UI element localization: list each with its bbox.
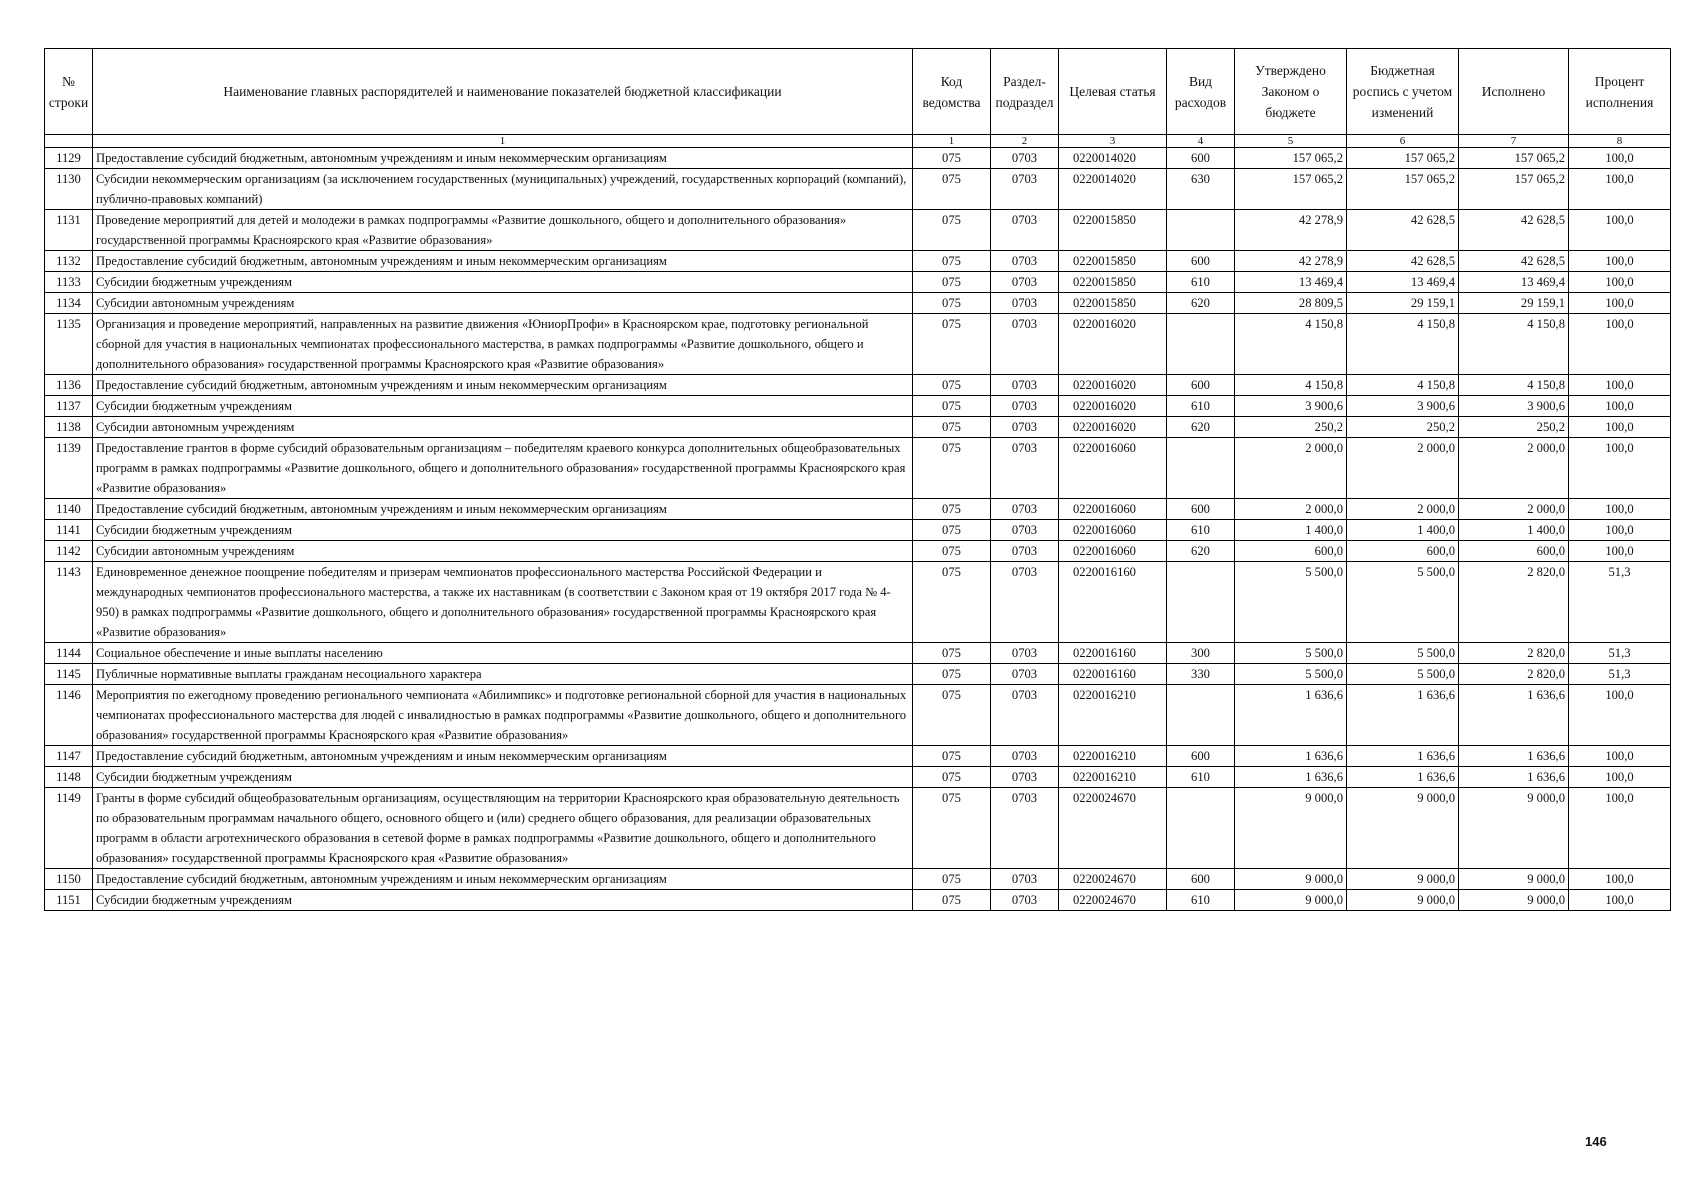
column-number: 3 [1059, 135, 1167, 148]
budget-list-amount-cell: 600,0 [1347, 541, 1459, 562]
target-article-cell: 0220016020 [1059, 375, 1167, 396]
row-number-cell: 1134 [45, 293, 93, 314]
table-row [45, 314, 1671, 375]
table-row [45, 541, 1671, 562]
column-number: 1 [93, 135, 913, 148]
row-number-cell: 1133 [45, 272, 93, 293]
budget-list-amount-cell: 5 500,0 [1347, 664, 1459, 685]
row-number-cell: 1140 [45, 499, 93, 520]
table-row [45, 169, 1671, 210]
row-name-cell: Мероприятия по ежегодному проведению регионального чемпионата «Абилимпикс» и подготовке региональной сборной для участия в национальных чемпионатах профессионального мастерства для людей с инвалидностью в рамках подпрограммы «Развитие дошкольного, общего и дополнительного образования» государственной программы Красноярского края «Развитие образования» [93, 685, 913, 746]
executed-amount-cell: 42 628,5 [1459, 210, 1569, 251]
dept-code-cell: 075 [913, 148, 991, 169]
target-article-cell: 0220016060 [1059, 499, 1167, 520]
budget-list-amount-cell: 9 000,0 [1347, 890, 1459, 911]
percent-cell: 51,3 [1569, 562, 1671, 643]
header-name: Наименование главных распорядителей и наименование показателей бюджетной классификации [93, 49, 913, 135]
row-name-cell: Субсидии автономным учреждениям [93, 541, 913, 562]
target-article-cell: 0220016210 [1059, 746, 1167, 767]
budget-list-amount-cell: 2 000,0 [1347, 499, 1459, 520]
table-row [45, 148, 1671, 169]
row-name-cell: Субсидии некоммерческим организациям (за исключением государственных (муниципальных) учреждений, государственных корпораций (компаний), публично-правовых компаний) [93, 169, 913, 210]
table-row [45, 869, 1671, 890]
executed-amount-cell: 9 000,0 [1459, 890, 1569, 911]
percent-cell: 100,0 [1569, 272, 1671, 293]
column-numbers-row [45, 135, 1671, 148]
target-article-cell: 0220016060 [1059, 520, 1167, 541]
expense-type-cell: 610 [1167, 767, 1235, 788]
budget-list-amount-cell: 4 150,8 [1347, 375, 1459, 396]
approved-amount-cell: 9 000,0 [1235, 788, 1347, 869]
dept-code-cell: 075 [913, 272, 991, 293]
approved-amount-cell: 250,2 [1235, 417, 1347, 438]
budget-list-amount-cell: 1 636,6 [1347, 767, 1459, 788]
table-row [45, 396, 1671, 417]
percent-cell: 100,0 [1569, 890, 1671, 911]
budget-list-amount-cell: 9 000,0 [1347, 788, 1459, 869]
dept-code-cell: 075 [913, 293, 991, 314]
expense-type-cell: 600 [1167, 375, 1235, 396]
table-row [45, 664, 1671, 685]
row-name-cell: Публичные нормативные выплаты гражданам несоциального характера [93, 664, 913, 685]
budget-list-amount-cell: 29 159,1 [1347, 293, 1459, 314]
approved-amount-cell: 1 636,6 [1235, 767, 1347, 788]
budget-list-amount-cell: 5 500,0 [1347, 643, 1459, 664]
percent-cell: 51,3 [1569, 643, 1671, 664]
percent-cell: 100,0 [1569, 499, 1671, 520]
budget-list-amount-cell: 2 000,0 [1347, 438, 1459, 499]
row-number-cell: 1151 [45, 890, 93, 911]
target-article-cell: 0220016060 [1059, 438, 1167, 499]
row-name-cell: Предоставление субсидий бюджетным, автономным учреждениям и иным некоммерческим организациям [93, 746, 913, 767]
section-cell: 0703 [991, 396, 1059, 417]
expense-type-cell: 600 [1167, 251, 1235, 272]
row-number-cell: 1143 [45, 562, 93, 643]
executed-amount-cell: 2 000,0 [1459, 438, 1569, 499]
row-number-cell: 1132 [45, 251, 93, 272]
row-number-cell: 1146 [45, 685, 93, 746]
expense-type-cell: 600 [1167, 869, 1235, 890]
executed-amount-cell: 9 000,0 [1459, 869, 1569, 890]
row-name-cell: Предоставление субсидий бюджетным, автономным учреждениям и иным некоммерческим организациям [93, 499, 913, 520]
expense-type-cell [1167, 438, 1235, 499]
executed-amount-cell: 1 636,6 [1459, 767, 1569, 788]
table-row [45, 767, 1671, 788]
dept-code-cell: 075 [913, 314, 991, 375]
row-name-cell: Предоставление субсидий бюджетным, автономным учреждениям и иным некоммерческим организациям [93, 375, 913, 396]
approved-amount-cell: 9 000,0 [1235, 869, 1347, 890]
section-cell: 0703 [991, 869, 1059, 890]
approved-amount-cell: 600,0 [1235, 541, 1347, 562]
percent-cell: 100,0 [1569, 685, 1671, 746]
approved-amount-cell: 1 636,6 [1235, 685, 1347, 746]
table-row [45, 417, 1671, 438]
dept-code-cell: 075 [913, 869, 991, 890]
executed-amount-cell: 13 469,4 [1459, 272, 1569, 293]
section-cell: 0703 [991, 520, 1059, 541]
expense-type-cell: 620 [1167, 541, 1235, 562]
expense-type-cell: 610 [1167, 396, 1235, 417]
dept-code-cell: 075 [913, 643, 991, 664]
table-body [45, 148, 1671, 911]
section-cell: 0703 [991, 293, 1059, 314]
expense-type-cell: 300 [1167, 643, 1235, 664]
target-article-cell: 0220015850 [1059, 210, 1167, 251]
target-article-cell: 0220016210 [1059, 685, 1167, 746]
expense-type-cell [1167, 210, 1235, 251]
dept-code-cell: 075 [913, 541, 991, 562]
target-article-cell: 0220024670 [1059, 788, 1167, 869]
approved-amount-cell: 42 278,9 [1235, 210, 1347, 251]
executed-amount-cell: 600,0 [1459, 541, 1569, 562]
executed-amount-cell: 157 065,2 [1459, 169, 1569, 210]
row-name-cell: Предоставление субсидий бюджетным, автономным учреждениям и иным некоммерческим организациям [93, 869, 913, 890]
header-percent: Процент исполнения [1569, 49, 1671, 135]
dept-code-cell: 075 [913, 499, 991, 520]
header-budget-list: Бюджетная роспись с учетом изменений [1347, 49, 1459, 135]
expense-type-cell: 330 [1167, 664, 1235, 685]
approved-amount-cell: 157 065,2 [1235, 169, 1347, 210]
table-row [45, 788, 1671, 869]
budget-list-amount-cell: 3 900,6 [1347, 396, 1459, 417]
target-article-cell: 0220024670 [1059, 869, 1167, 890]
dept-code-cell: 075 [913, 788, 991, 869]
target-article-cell: 0220014020 [1059, 148, 1167, 169]
target-article-cell: 0220016210 [1059, 767, 1167, 788]
target-article-cell: 0220016160 [1059, 562, 1167, 643]
row-name-cell: Субсидии бюджетным учреждениям [93, 890, 913, 911]
row-number-cell: 1136 [45, 375, 93, 396]
row-number-cell: 1138 [45, 417, 93, 438]
section-cell: 0703 [991, 169, 1059, 210]
row-number-cell: 1135 [45, 314, 93, 375]
row-name-cell: Предоставление грантов в форме субсидий образовательным организациям – победителям краевого конкурса дополнительных общеобразовательных программ в рамках подпрограммы «Развитие дошкольного, общего и дополнительного образования» государственной программы Красноярского края «Развитие образования» [93, 438, 913, 499]
expense-type-cell: 620 [1167, 293, 1235, 314]
header-row [45, 49, 1671, 135]
dept-code-cell: 075 [913, 890, 991, 911]
expense-type-cell: 600 [1167, 499, 1235, 520]
section-cell: 0703 [991, 438, 1059, 499]
percent-cell: 100,0 [1569, 520, 1671, 541]
table-row [45, 685, 1671, 746]
dept-code-cell: 075 [913, 562, 991, 643]
dept-code-cell: 075 [913, 396, 991, 417]
dept-code-cell: 075 [913, 685, 991, 746]
approved-amount-cell: 4 150,8 [1235, 314, 1347, 375]
executed-amount-cell: 2 820,0 [1459, 664, 1569, 685]
approved-amount-cell: 5 500,0 [1235, 562, 1347, 643]
row-number-cell: 1130 [45, 169, 93, 210]
row-number-cell: 1149 [45, 788, 93, 869]
row-name-cell: Субсидии бюджетным учреждениям [93, 272, 913, 293]
section-cell: 0703 [991, 643, 1059, 664]
approved-amount-cell: 5 500,0 [1235, 643, 1347, 664]
approved-amount-cell: 2 000,0 [1235, 499, 1347, 520]
dept-code-cell: 075 [913, 375, 991, 396]
approved-amount-cell: 5 500,0 [1235, 664, 1347, 685]
expense-type-cell [1167, 788, 1235, 869]
expense-type-cell: 620 [1167, 417, 1235, 438]
dept-code-cell: 075 [913, 417, 991, 438]
budget-list-amount-cell: 42 628,5 [1347, 251, 1459, 272]
budget-table-sheet [44, 48, 1670, 911]
budget-list-amount-cell: 1 400,0 [1347, 520, 1459, 541]
target-article-cell: 0220016160 [1059, 664, 1167, 685]
percent-cell: 100,0 [1569, 375, 1671, 396]
section-cell: 0703 [991, 272, 1059, 293]
row-number-cell: 1147 [45, 746, 93, 767]
table-row [45, 520, 1671, 541]
row-number-cell: 1131 [45, 210, 93, 251]
budget-list-amount-cell: 250,2 [1347, 417, 1459, 438]
percent-cell: 100,0 [1569, 210, 1671, 251]
expense-type-cell [1167, 685, 1235, 746]
executed-amount-cell: 4 150,8 [1459, 375, 1569, 396]
approved-amount-cell: 42 278,9 [1235, 251, 1347, 272]
row-number-cell: 1139 [45, 438, 93, 499]
header-executed: Исполнено [1459, 49, 1569, 135]
section-cell: 0703 [991, 746, 1059, 767]
table-row [45, 746, 1671, 767]
executed-amount-cell: 29 159,1 [1459, 293, 1569, 314]
section-cell: 0703 [991, 210, 1059, 251]
percent-cell: 100,0 [1569, 169, 1671, 210]
executed-amount-cell: 157 065,2 [1459, 148, 1569, 169]
dept-code-cell: 075 [913, 251, 991, 272]
column-number: 5 [1235, 135, 1347, 148]
dept-code-cell: 075 [913, 664, 991, 685]
target-article-cell: 0220015850 [1059, 251, 1167, 272]
row-name-cell: Субсидии автономным учреждениям [93, 417, 913, 438]
table-row [45, 210, 1671, 251]
budget-list-amount-cell: 157 065,2 [1347, 169, 1459, 210]
target-article-cell: 0220016020 [1059, 396, 1167, 417]
row-number-cell: 1142 [45, 541, 93, 562]
column-number: 8 [1569, 135, 1671, 148]
budget-execution-table [44, 48, 1671, 911]
row-number-cell: 1137 [45, 396, 93, 417]
executed-amount-cell: 9 000,0 [1459, 788, 1569, 869]
percent-cell: 100,0 [1569, 541, 1671, 562]
expense-type-cell: 610 [1167, 890, 1235, 911]
table-row [45, 251, 1671, 272]
column-number: 6 [1347, 135, 1459, 148]
executed-amount-cell: 4 150,8 [1459, 314, 1569, 375]
budget-list-amount-cell: 157 065,2 [1347, 148, 1459, 169]
table-row [45, 293, 1671, 314]
budget-list-amount-cell: 13 469,4 [1347, 272, 1459, 293]
budget-list-amount-cell: 1 636,6 [1347, 685, 1459, 746]
header-approved: Утверждено Законом о бюджете [1235, 49, 1347, 135]
table-header [45, 49, 1671, 148]
row-name-cell: Организация и проведение мероприятий, направленных на развитие движения «ЮниорПрофи» в Красноярском крае, подготовку региональной сборной для участия в национальных чемпионатах профессионального мастерства, в рамках подпрограммы «Развитие дошкольного, общего и дополнительного образования» государственной программы Красноярского края «Развитие образования» [93, 314, 913, 375]
percent-cell: 100,0 [1569, 788, 1671, 869]
expense-type-cell: 600 [1167, 746, 1235, 767]
target-article-cell: 0220015850 [1059, 293, 1167, 314]
expense-type-cell: 610 [1167, 272, 1235, 293]
section-cell: 0703 [991, 417, 1059, 438]
row-name-cell: Единовременное денежное поощрение победителям и призерам чемпионатов профессионального мастерства Российской Федерации и международных чемпионатов профессионального мастерства, а также их наставникам (в соответствии с Законом края от 19 октября 2017 года № 4-950) в рамках подпрограммы «Развитие дошкольного, общего и дополнительного образования» государственной программы Красноярского края «Развитие образования» [93, 562, 913, 643]
row-name-cell: Предоставление субсидий бюджетным, автономным учреждениям и иным некоммерческим организациям [93, 251, 913, 272]
dept-code-cell: 075 [913, 520, 991, 541]
percent-cell: 100,0 [1569, 293, 1671, 314]
row-name-cell: Предоставление субсидий бюджетным, автономным учреждениям и иным некоммерческим организациям [93, 148, 913, 169]
section-cell: 0703 [991, 499, 1059, 520]
section-cell: 0703 [991, 685, 1059, 746]
budget-list-amount-cell: 42 628,5 [1347, 210, 1459, 251]
column-number: 2 [991, 135, 1059, 148]
section-cell: 0703 [991, 541, 1059, 562]
section-cell: 0703 [991, 148, 1059, 169]
header-section: Раздел-подраздел [991, 49, 1059, 135]
executed-amount-cell: 2 000,0 [1459, 499, 1569, 520]
budget-list-amount-cell: 1 636,6 [1347, 746, 1459, 767]
section-cell: 0703 [991, 314, 1059, 375]
row-name-cell: Гранты в форме субсидий общеобразовательным организациям, осуществляющим на территории Красноярского края образовательную деятельность по образовательным программам начального общего, основного общего и (или) среднего общего образования, для реализации образовательных программ в области агротехнического образования в сетевой форме в рамках подпрограммы «Развитие дошкольного, общего и дополнительного образования» государственной программы Красноярского края «Развитие образования» [93, 788, 913, 869]
table-row [45, 272, 1671, 293]
target-article-cell: 0220014020 [1059, 169, 1167, 210]
section-cell: 0703 [991, 251, 1059, 272]
target-article-cell: 0220016060 [1059, 541, 1167, 562]
expense-type-cell [1167, 314, 1235, 375]
column-number: 1 [913, 135, 991, 148]
executed-amount-cell: 1 636,6 [1459, 685, 1569, 746]
row-number-cell: 1145 [45, 664, 93, 685]
row-number-cell: 1148 [45, 767, 93, 788]
percent-cell: 100,0 [1569, 314, 1671, 375]
approved-amount-cell: 13 469,4 [1235, 272, 1347, 293]
percent-cell: 100,0 [1569, 438, 1671, 499]
row-number-cell: 1150 [45, 869, 93, 890]
row-name-cell: Социальное обеспечение и иные выплаты населению [93, 643, 913, 664]
target-article-cell: 0220024670 [1059, 890, 1167, 911]
target-article-cell: 0220016020 [1059, 417, 1167, 438]
executed-amount-cell: 2 820,0 [1459, 643, 1569, 664]
page-number: 146 [1585, 1134, 1607, 1149]
row-name-cell: Проведение мероприятий для детей и молодежи в рамках подпрограммы «Развитие дошкольного, общего и дополнительного образования» государственной программы Красноярского края «Развитие образования» [93, 210, 913, 251]
executed-amount-cell: 42 628,5 [1459, 251, 1569, 272]
approved-amount-cell: 28 809,5 [1235, 293, 1347, 314]
target-article-cell: 0220016160 [1059, 643, 1167, 664]
target-article-cell: 0220016020 [1059, 314, 1167, 375]
row-name-cell: Субсидии бюджетным учреждениям [93, 520, 913, 541]
section-cell: 0703 [991, 375, 1059, 396]
budget-list-amount-cell: 9 000,0 [1347, 869, 1459, 890]
row-number-cell: 1144 [45, 643, 93, 664]
budget-list-amount-cell: 5 500,0 [1347, 562, 1459, 643]
budget-list-amount-cell: 4 150,8 [1347, 314, 1459, 375]
percent-cell: 51,3 [1569, 664, 1671, 685]
column-number: 4 [1167, 135, 1235, 148]
row-name-cell: Субсидии бюджетным учреждениям [93, 767, 913, 788]
column-number [45, 135, 93, 148]
percent-cell: 100,0 [1569, 251, 1671, 272]
approved-amount-cell: 157 065,2 [1235, 148, 1347, 169]
row-name-cell: Субсидии бюджетным учреждениям [93, 396, 913, 417]
approved-amount-cell: 4 150,8 [1235, 375, 1347, 396]
executed-amount-cell: 250,2 [1459, 417, 1569, 438]
expense-type-cell: 600 [1167, 148, 1235, 169]
row-name-cell: Субсидии автономным учреждениям [93, 293, 913, 314]
percent-cell: 100,0 [1569, 417, 1671, 438]
column-number: 7 [1459, 135, 1569, 148]
approved-amount-cell: 3 900,6 [1235, 396, 1347, 417]
row-number-cell: 1129 [45, 148, 93, 169]
approved-amount-cell: 1 636,6 [1235, 746, 1347, 767]
dept-code-cell: 075 [913, 438, 991, 499]
percent-cell: 100,0 [1569, 396, 1671, 417]
row-number-cell: 1141 [45, 520, 93, 541]
percent-cell: 100,0 [1569, 869, 1671, 890]
dept-code-cell: 075 [913, 169, 991, 210]
percent-cell: 100,0 [1569, 746, 1671, 767]
table-row [45, 375, 1671, 396]
section-cell: 0703 [991, 788, 1059, 869]
header-row-number: № строки [45, 49, 93, 135]
approved-amount-cell: 9 000,0 [1235, 890, 1347, 911]
section-cell: 0703 [991, 562, 1059, 643]
table-row [45, 643, 1671, 664]
expense-type-cell: 610 [1167, 520, 1235, 541]
expense-type-cell: 630 [1167, 169, 1235, 210]
dept-code-cell: 075 [913, 767, 991, 788]
executed-amount-cell: 3 900,6 [1459, 396, 1569, 417]
section-cell: 0703 [991, 664, 1059, 685]
section-cell: 0703 [991, 890, 1059, 911]
percent-cell: 100,0 [1569, 767, 1671, 788]
table-row [45, 562, 1671, 643]
executed-amount-cell: 1 636,6 [1459, 746, 1569, 767]
approved-amount-cell: 1 400,0 [1235, 520, 1347, 541]
executed-amount-cell: 1 400,0 [1459, 520, 1569, 541]
dept-code-cell: 075 [913, 746, 991, 767]
dept-code-cell: 075 [913, 210, 991, 251]
approved-amount-cell: 2 000,0 [1235, 438, 1347, 499]
table-row [45, 438, 1671, 499]
percent-cell: 100,0 [1569, 148, 1671, 169]
header-target-article: Целевая статья [1059, 49, 1167, 135]
target-article-cell: 0220015850 [1059, 272, 1167, 293]
table-row [45, 499, 1671, 520]
expense-type-cell [1167, 562, 1235, 643]
header-dept-code: Код ведомства [913, 49, 991, 135]
header-expense-type: Вид расходов [1167, 49, 1235, 135]
table-row [45, 890, 1671, 911]
section-cell: 0703 [991, 767, 1059, 788]
executed-amount-cell: 2 820,0 [1459, 562, 1569, 643]
